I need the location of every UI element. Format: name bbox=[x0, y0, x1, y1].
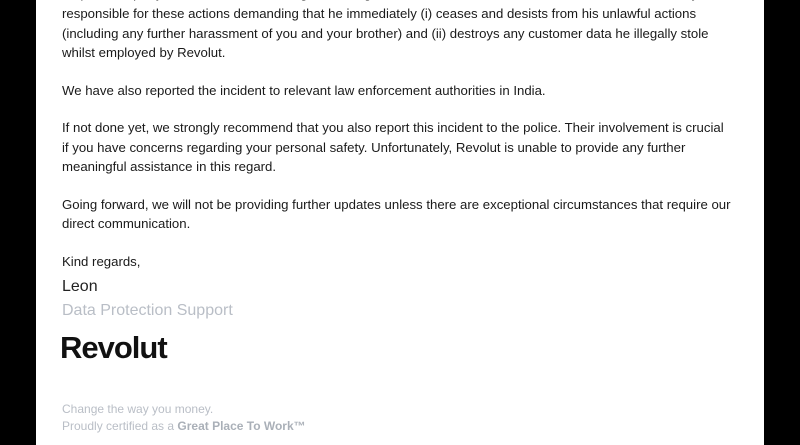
paragraph-line: (including any further harassment of you and your brother) and (ii) destroys any customer data he illegally stole bbox=[62, 25, 709, 41]
footer-certified bbox=[62, 419, 306, 433]
footer-tagline: Change the way you money. bbox=[62, 402, 214, 416]
signature-role: Data Protection Support bbox=[62, 302, 233, 319]
closing: Kind regards, bbox=[62, 253, 141, 269]
email-message bbox=[62, 0, 744, 271]
paragraph-line: if you have concerns regarding your personal safety. Unfortunately, Revolut is unable to provide any further bbox=[62, 139, 686, 155]
footer-certified-bold: Great Place To Work™ bbox=[177, 419, 306, 433]
email-body bbox=[36, 0, 764, 445]
paragraph-law-enforcement: We have also reported the incident to relevant law enforcement authorities in India. bbox=[62, 82, 546, 98]
revolut-logo: Revolut bbox=[60, 330, 167, 365]
paragraph-line: meaningful assistance in this regard. bbox=[62, 159, 277, 174]
signature-name: Leon bbox=[62, 278, 98, 295]
paragraph-line: whilst employed by Revolut. bbox=[62, 45, 226, 60]
clipped-line bbox=[62, 0, 744, 4]
paragraph-line: responsible for these actions demanding that he immediately (i) ceases and desists from his unlawful actions bbox=[62, 6, 697, 21]
clipped-line-text bbox=[62, 0, 710, 4]
paragraph-line: If not done yet, we strongly recommend that you also report this incident to the police. Their involvement is crucial bbox=[62, 120, 724, 135]
paragraph-line: Going forward, we will not be providing further updates unless there are exceptional circumstances that require our bbox=[62, 196, 731, 212]
paragraph-line: direct communication. bbox=[62, 216, 191, 231]
footer-certified-prefix: Proudly certified as a bbox=[62, 419, 178, 433]
